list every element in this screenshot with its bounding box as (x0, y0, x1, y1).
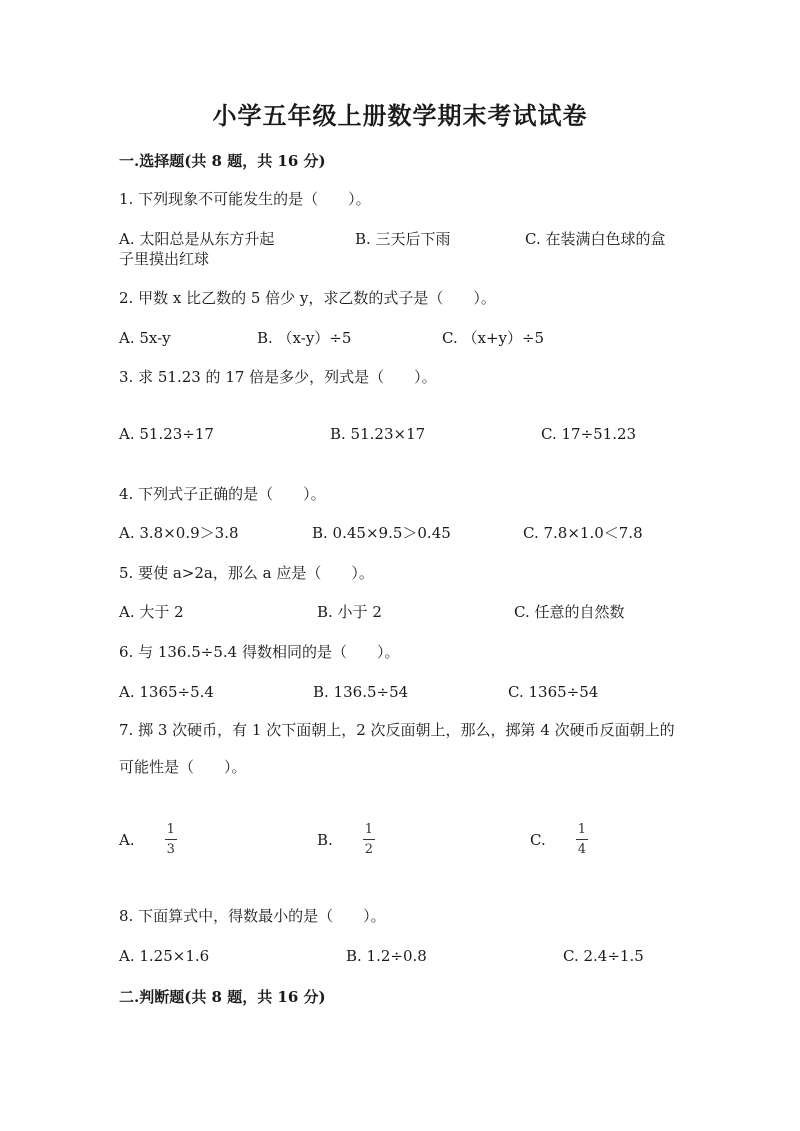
fraction-numerator: 1 (166, 822, 175, 837)
fraction-denominator: 4 (577, 842, 586, 857)
fraction-numerator: 1 (577, 822, 586, 837)
q5-option-a[interactable]: A. 大于 2 (119, 603, 184, 621)
question-5: 5. 要使 a>2a，那么 a 应是（ ）。 (119, 564, 374, 582)
q4-option-b[interactable]: B. 0.45×9.5＞0.45 (312, 524, 451, 542)
section-heading-choice: 一.选择题(共 8 题，共 16 分) (119, 152, 326, 170)
q1-option-a[interactable]: A. 太阳总是从东方升起 (119, 230, 275, 248)
q7-option-c[interactable] (530, 822, 588, 857)
q8-option-a[interactable]: A. 1.25×1.6 (119, 947, 210, 965)
question-7: 7. 掷 3 次硬币，有 1 次下面朝上，2 次反面朝上，那么，掷第 4 次硬币反面朝上的可能性是（ ）。 (119, 721, 675, 776)
q3-option-a[interactable]: A. 51.23÷17 (119, 425, 214, 443)
exam-title: 小学五年级上册数学期末考试试卷 (212, 101, 588, 130)
q2-option-a[interactable]: A. 5x-y (119, 329, 171, 347)
question-8-options (119, 946, 699, 966)
question-3-options (119, 424, 699, 444)
q1-option-c[interactable]: C. 在装满白色球的盒 (525, 230, 666, 248)
fraction-denominator: 3 (166, 842, 175, 857)
q3-option-c[interactable]: C. 17÷51.23 (541, 425, 637, 443)
q1-option-b[interactable]: B. 三天后下雨 (355, 230, 451, 248)
fraction-numerator: 1 (364, 822, 374, 837)
q2-option-c[interactable]: C. （x+y）÷5 (442, 329, 545, 347)
question-5-options (119, 602, 699, 622)
fraction-bar (576, 839, 588, 840)
q4-option-c[interactable]: C. 7.8×1.0＜7.8 (523, 524, 643, 542)
q4-option-a[interactable]: A. 3.8×0.9＞3.8 (119, 524, 239, 542)
q7-option-a-letter: A. (119, 830, 135, 849)
q6-option-b[interactable]: B. 136.5÷54 (313, 683, 409, 701)
question-8: 8. 下面算式中，得数最小的是（ ）。 (119, 907, 386, 925)
q3-option-b[interactable]: B. 51.23×17 (330, 425, 426, 443)
fraction-bar (363, 839, 375, 840)
section-heading-judgment: 二.判断题(共 8 题，共 16 分) (119, 988, 326, 1006)
q7-option-b-letter: B. (317, 830, 333, 849)
q5-option-c[interactable]: C. 任意的自然数 (514, 603, 625, 621)
q6-option-c[interactable]: C. 1365÷54 (508, 683, 599, 701)
q7-option-b[interactable] (317, 822, 375, 857)
question-1-options (119, 229, 699, 249)
question-6: 6. 与 136.5÷5.4 得数相同的是（ ）。 (119, 643, 400, 661)
question-4: 4. 下列式子正确的是（ ）。 (119, 485, 326, 503)
q7-option-a[interactable] (119, 822, 177, 857)
question-2: 2. 甲数 x 比乙数的 5 倍少 y，求乙数的式子是（ ）。 (119, 289, 496, 307)
fraction-denominator: 2 (364, 842, 374, 857)
fraction-bar (165, 839, 177, 840)
q8-option-b[interactable]: B. 1.2÷0.8 (346, 947, 427, 965)
q7-option-c-letter: C. (530, 830, 546, 849)
question-3: 3. 求 51.23 的 17 倍是多少，列式是（ ）。 (119, 368, 437, 386)
q5-option-b[interactable]: B. 小于 2 (317, 603, 382, 621)
question-6-options (119, 682, 699, 702)
q1-option-c-continuation: 子里摸出红球 (119, 250, 210, 268)
question-7-options (119, 822, 699, 858)
q7-option-c-fraction (576, 822, 588, 857)
q2-option-b[interactable]: B. （x-y）÷5 (257, 329, 352, 347)
question-1: 1. 下列现象不可能发生的是（ ）。 (119, 190, 371, 208)
q8-option-c[interactable]: C. 2.4÷1.5 (563, 947, 644, 965)
q6-option-a[interactable]: A. 1365÷5.4 (119, 683, 214, 701)
question-4-options (119, 523, 699, 543)
question-2-options (119, 328, 699, 348)
q7-option-a-fraction (165, 822, 177, 857)
q7-option-b-fraction (363, 822, 375, 857)
